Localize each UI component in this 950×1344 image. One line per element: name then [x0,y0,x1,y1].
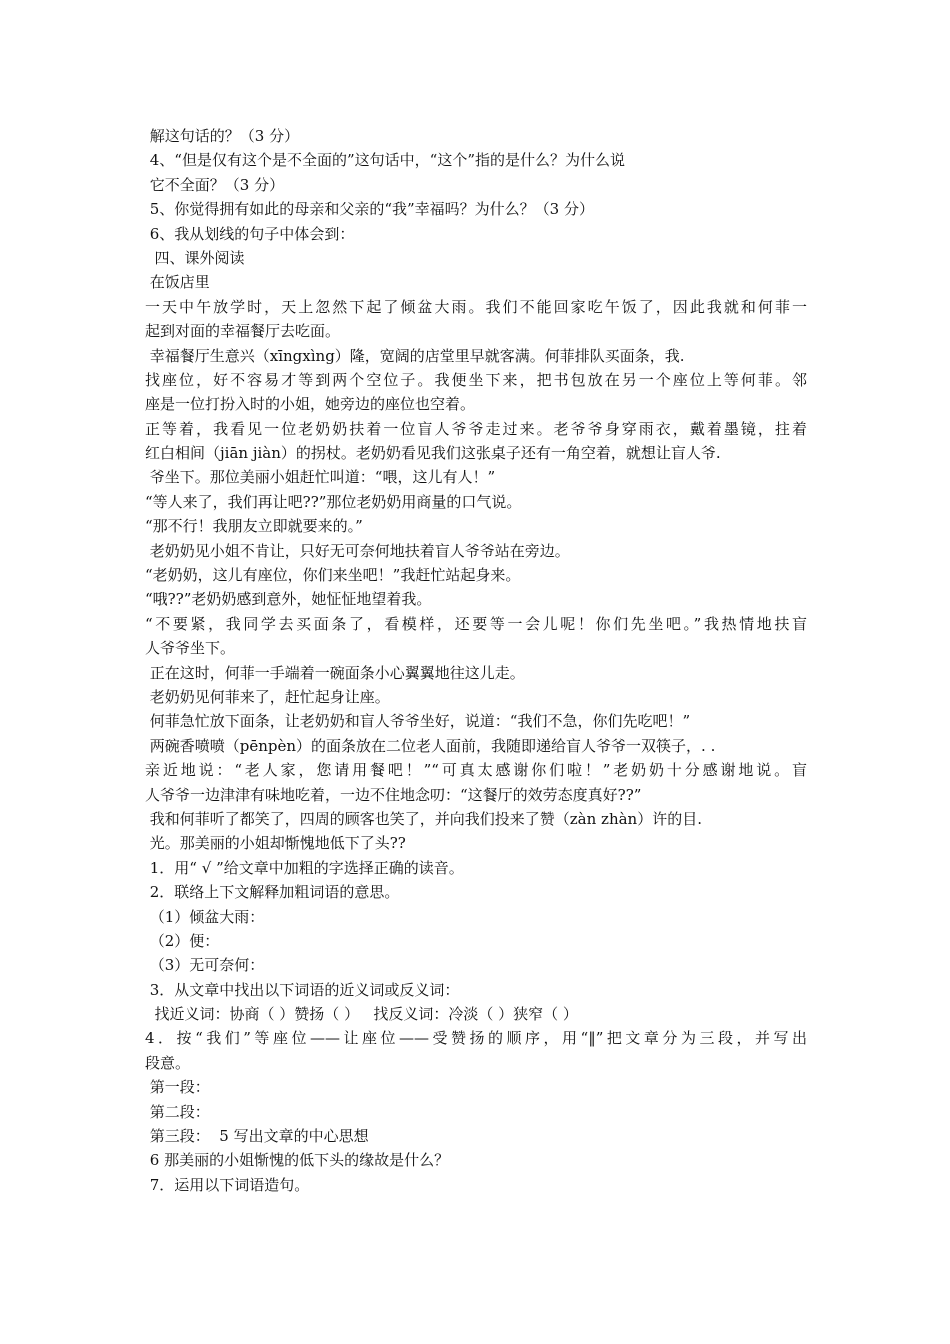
question-line: （3）无可奈何： [145,956,265,975]
question-line: 找近义词：协商（ ）赞扬（ ） 找反义词：冷淡（ ）狭窄（ ） [145,1005,578,1024]
text-line: 光。那美丽的小姐却惭愧地低下了头?? [145,834,406,853]
question-line: 1．用“ √ ”给文章中加粗的字选择正确的读音。 [145,858,464,877]
text-line: 幸福餐厅生意兴（xīngxìng）隆，宽阔的店堂里早就客满。何菲排队买面条，我. [145,346,685,365]
text-line: 一天中午放学时，天上忽然下起了倾盆大雨。我们不能回家吃午饭了，因此我就和何菲一 [145,297,807,316]
text-line: 起到对面的幸福餐厅去吃面。 [145,322,341,341]
question-line: 6 那美丽的小姐惭愧的低下头的缘故是什么？ [145,1151,450,1170]
text-line: “老奶奶，这儿有座位，你们来坐吧！”我赶忙站起身来。 [145,566,521,585]
question-line: 第一段： [145,1078,210,1097]
text-line: 座是一位打扮入时的小姐，她旁边的座位也空着。 [145,395,476,414]
question-line: 4．按“我们”等座位——让座位——受赞扬的顺序，用“‖”把文章分为三段，并写出 [145,1029,807,1048]
text-line: 正在这时，何菲一手端着一碗面条小心翼翼地往这儿走。 [145,663,525,682]
text-line: “等人来了，我们再让吧??”那位老奶奶用商量的口气说。 [145,492,522,511]
question-line: （1）倾盆大雨： [145,907,265,926]
question-line: 7．运用以下词语造句。 [145,1175,310,1194]
question-line: （2）便： [145,931,220,950]
text-line: “那不行！我朋友立即就要来的。” [145,517,363,536]
text-line: “哦??”老奶奶感到意外，她怔怔地望着我。 [145,590,432,609]
text-line: 亲近地说：“老人家，您请用餐吧！”“可真太感谢你们啦！”老奶奶十分感谢地说。盲 [145,761,807,780]
question-line: 第三段： 5 写出文章的中心思想 [145,1127,369,1146]
text-line: 找座位，好不容易才等到两个空位子。我便坐下来，把书包放在另一个座位上等何菲。邻 [145,370,807,389]
question-line: 3．从文章中找出以下词语的近义词或反义词： [145,980,460,999]
text-line: 老奶奶见小姐不肯让，只好无可奈何地扶着盲人爷爷站在旁边。 [145,541,570,560]
text-line: 老奶奶见何菲来了，赶忙起身让座。 [145,687,390,706]
document-body [145,124,807,1197]
text-line: 人爷爷一边津津有味地吃着，一边不住地念叨：“这餐厅的效劳态度真好??” [145,785,642,804]
text-line: 4、“但是仅有这个是不全面的”这句话中，“这个”指的是什么？为什么说 [145,151,625,170]
question-line: 2．联络上下文解释加粗词语的意思。 [145,883,400,902]
text-line: 爷坐下。那位美丽小姐赶忙叫道：“喂，这儿有人！” [145,468,496,487]
text-line: 两碗香喷喷（pēnpèn）的面条放在二位老人面前，我随即递给盲人爷爷一双筷子，. . [145,736,716,755]
text-line: 红白相间（jiān jiàn）的拐杖。老奶奶看见我们这张桌子还有一角空着，就想让盲人爷. [145,444,721,463]
text-line: 5、你觉得拥有如此的母亲和父亲的“我”幸福吗？为什么？（3 分） [145,200,594,219]
text-line: 我和何菲听了都笑了，四周的顾客也笑了，并向我们投来了赞（zàn zhàn）许的目. [145,809,702,828]
question-line: 第二段： [145,1102,210,1121]
text-line: 它不全面？（3 分） [145,175,285,194]
text-line: 何菲急忙放下面条，让老奶奶和盲人爷爷坐好，说道：“我们不急，你们先吃吧！” [145,712,691,731]
question-line: 段意。 [145,1053,191,1072]
section-heading: 四、课外阅读 [145,248,245,267]
article-title: 在饭店里 [145,273,210,292]
text-line: 解这句话的？（3 分） [145,127,300,145]
text-line: 人爷爷坐下。 [145,639,236,658]
text-line: “不要紧，我同学去买面条了，看模样，还要等一会儿呢！你们先坐吧。”我热情地扶盲 [145,614,807,633]
text-line: 6、我从划线的句子中体会到： [145,224,355,243]
text-line: 正等着，我看见一位老奶奶扶着一位盲人爷爷走过来。老爷爷身穿雨衣，戴着墨镜，拄着 [145,419,807,438]
